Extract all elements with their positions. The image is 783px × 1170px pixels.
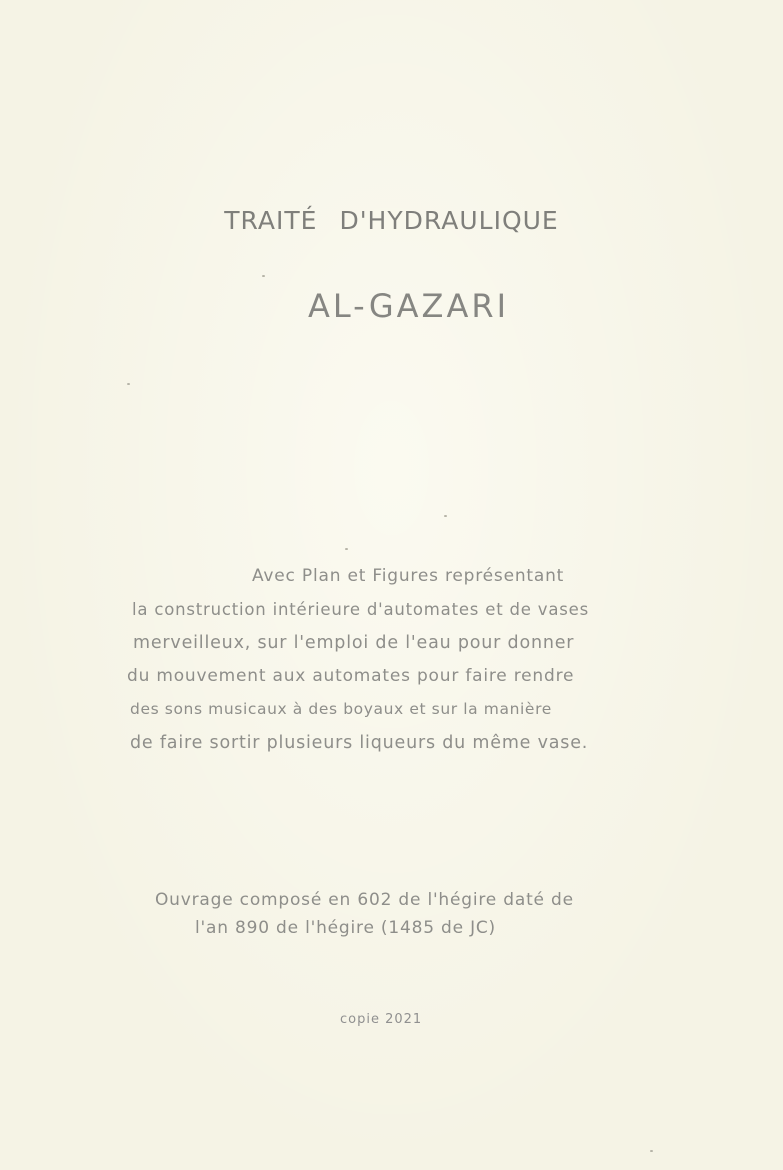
paper-speck <box>444 515 447 517</box>
paper-speck <box>262 275 265 277</box>
description-line: merveilleux, sur l'emploi de l'eau pour donner <box>133 633 575 653</box>
copy-date-note: copie 2021 <box>340 1012 423 1027</box>
paper-speck <box>650 1150 653 1152</box>
description-line: de faire sortir plusieurs liqueurs du même vase. <box>130 733 589 753</box>
title-word-traite: TRAITÉ <box>224 206 318 235</box>
description-line: du mouvement aux automates pour faire rendre <box>127 666 575 686</box>
title-word-hydraulique: D'HYDRAULIQUE <box>339 206 559 235</box>
treatise-title <box>0 206 783 235</box>
description-line: la construction intérieure d'automates et de vases <box>132 600 589 619</box>
description-line: Avec Plan et Figures représentant <box>252 566 565 586</box>
author-name: AL-GAZARI <box>307 287 510 325</box>
composition-line: Ouvrage composé en 602 de l'hégire daté de <box>155 890 574 910</box>
paper-speck <box>127 383 130 385</box>
description-line: des sons musicaux à des boyaux et sur la manière <box>130 700 552 718</box>
paper-speck <box>345 548 348 550</box>
composition-line: l'an 890 de l'hégire (1485 de JC) <box>195 918 496 938</box>
